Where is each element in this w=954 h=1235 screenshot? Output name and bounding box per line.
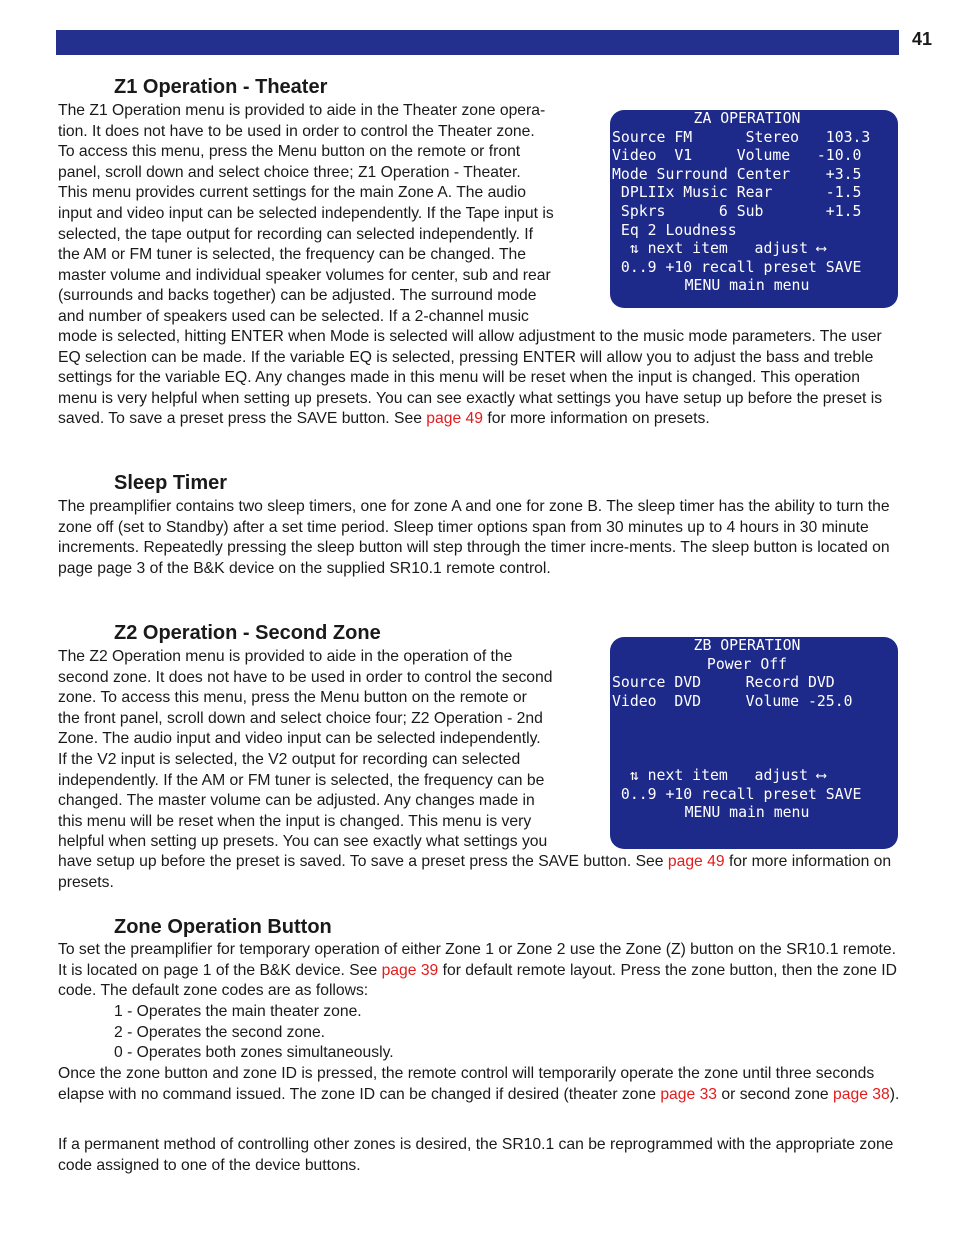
zone-page-link-39[interactable]: page 39 — [381, 961, 439, 979]
screen-line — [612, 711, 898, 730]
z1-narrow-text — [58, 101, 610, 328]
screen-line: Source DVD Record DVD — [612, 674, 835, 692]
z1-line: The Z1 Operation menu is provided to aide in the Theater zone opera- — [58, 102, 546, 119]
zone-code-list — [114, 1002, 394, 1064]
zone-page-link-38[interactable]: page 38 — [833, 1085, 890, 1103]
z2-line: The Z2 Operation menu is provided to aide in the operation of the — [58, 648, 513, 665]
screen-line: Video V1 Volume -10.0 — [612, 147, 862, 165]
screen-line — [612, 730, 898, 749]
header-bar — [56, 30, 899, 55]
zone-body: for default remote layout. Press the zone button, then the zone ID code. The default zone codes are as follows: — [58, 961, 897, 1000]
z1-body-end: for more information on presets. — [483, 410, 710, 428]
zone-code-item: 1 - Operates the main theater zone. — [114, 1003, 362, 1020]
zone-text-3: If a permanent method of controlling other zones is desired, the SR10.1 can be reprogrammed with the appropriate zone code assigned to one of the device buttons. — [58, 1136, 894, 1174]
zone-heading: Zone Operation Button — [114, 916, 332, 938]
z2-page-link[interactable]: page 49 — [667, 853, 725, 870]
z1-heading: Z1 Operation - Theater — [114, 76, 328, 98]
z2-line: this menu will be reset when the input is changed. This menu is very — [58, 812, 532, 830]
zone-text-2 — [58, 1064, 900, 1105]
z1-line: the AM or FM tuner is selected, the frequency can be changed. The — [58, 246, 526, 264]
z1-line: This menu provides current settings for the main Zone A. The audio — [58, 184, 526, 202]
z2-line: changed. The master volume can be adjusted. Any changes made in — [58, 792, 535, 810]
z2-line: zone. To access this menu, press the Menu button on the remote or — [58, 689, 527, 707]
z2-line: helpful when setting up presets. You can see exactly what settings you — [58, 833, 548, 851]
screen-line: ⇅ next item adjust ⟷ — [612, 240, 826, 258]
zone-text-1 — [58, 940, 900, 1002]
z1-page-link[interactable]: page 49 — [426, 410, 484, 428]
za-operation-screen — [610, 110, 898, 308]
zone-body: or second zone — [717, 1085, 834, 1103]
screen-line: Video DVD Volume -25.0 — [612, 692, 853, 710]
screen-line: 0..9 +10 recall preset SAVE — [612, 785, 862, 803]
z2-line: Zone. The audio input and video input can be selected independently. — [58, 730, 541, 748]
screen-line — [612, 749, 898, 768]
screen-line: Source FM Stereo 103.3 — [612, 128, 871, 146]
z2-line: second zone. It does not have to be used in order to control the second — [58, 668, 553, 686]
screen-line: Power Off — [706, 655, 788, 673]
z1-line: selected, the tape output for recording can selected independently. If — [58, 225, 534, 243]
screen-line: Mode Surround Center +3.5 — [612, 165, 862, 183]
z1-line: master volume and individual speaker volumes for center, sub and rear — [58, 266, 551, 284]
z2-line: If the V2 input is selected, the V2 output for recording can selected — [58, 750, 521, 768]
z1-line: and number of speakers used can be selected. If a 2-channel music — [58, 307, 529, 325]
z2-line: independently. If the AM or FM tuner is selected, the frequency can be — [58, 771, 545, 789]
z2-heading: Z2 Operation - Second Zone — [114, 622, 381, 644]
z2-line: the front panel, scroll down and select choice four; Z2 Operation - 2nd — [58, 709, 543, 727]
screen-line: MENU main menu — [684, 277, 810, 295]
zone-code-item: 2 - Operates the second zone. — [114, 1023, 326, 1041]
sleep-text: The preamplifier contains two sleep timers, one for zone A and one for zone B. The sleep timer has the ability to turn the zone off (set to Standby) after a set time period. Sleep timer options span from 30 minutes up to 4 hours in 30 minute increments. Repeatedly pressing the sleep button will step through the timer incre-ments. The sleep button is located on page page 3 of the B&K device on the supplied SR10.1 remote control. — [58, 498, 890, 577]
page-number: 41 — [912, 29, 933, 49]
screen-line: 0..9 +10 recall preset SAVE — [612, 258, 862, 276]
z1-line: input and video input can be selected independently. If the Tape input is — [58, 204, 554, 222]
z2-body: have setup up before the preset is saved. To save a preset press the SAVE button. See — [58, 853, 668, 870]
sleep-heading: Sleep Timer — [114, 472, 228, 494]
z1-line: tion. It does not have to be used in order to control the Theater zone. — [58, 122, 535, 140]
screen-line: ⇅ next item adjust ⟷ — [612, 767, 826, 785]
screen-title: ZA OPERATION — [693, 110, 801, 127]
z1-body: mode is selected, hitting ENTER when Mode is selected will allow adjustment to the music mode parameters. The user EQ selection can be made. If the variable EQ is selected, pressing ENTER will allow you to adjust the bass and treble settings for the variable EQ. Any changes made in this menu will be reset when the input is changed. This operation menu is very helpful when setting up presets. You can see exactly what settings you have setup up before the preset is saved. To save a preset press the SAVE button. See — [58, 328, 883, 428]
z1-line: panel, scroll down and select choice three; Z1 Operation - Theater. — [58, 163, 521, 181]
zone-page-link-33[interactable]: page 33 — [660, 1085, 718, 1103]
screen-line: Spkrs 6 Sub +1.5 — [612, 202, 862, 220]
z2-body-end: for more information on presets. — [58, 853, 892, 891]
zone-code-item: 0 - Operates both zones simultaneously. — [114, 1044, 394, 1062]
screen-line: DPLIIx Music Rear -1.5 — [612, 184, 862, 202]
z2-wide-text — [58, 852, 900, 893]
screen-title: ZB OPERATION — [693, 637, 801, 654]
zb-operation-screen — [610, 637, 898, 849]
screen-line: Eq 2 Loudness — [612, 221, 737, 239]
screen-line: MENU main menu — [684, 804, 810, 822]
z2-narrow-text — [58, 647, 610, 853]
zone-body: Once the zone button and zone ID is pressed, the remote control will temporarily operate the zone until three seconds elapse with no command issued. The zone ID can be changed if desired (theater zone — [58, 1065, 875, 1103]
z1-wide-text — [58, 327, 900, 430]
zone-body: To set the preamplifier for temporary operation of either Zone 1 or Zone 2 use the Zone (Z) button on the SR10.1 remote. It is located on page 1 of the B&K device. See — [58, 941, 896, 979]
z1-line: (surrounds and backs together) can be adjusted. The surround mode — [58, 287, 537, 305]
zone-body: ). — [889, 1085, 900, 1103]
z1-line: To access this menu, press the Menu button on the remote or front — [58, 143, 521, 161]
